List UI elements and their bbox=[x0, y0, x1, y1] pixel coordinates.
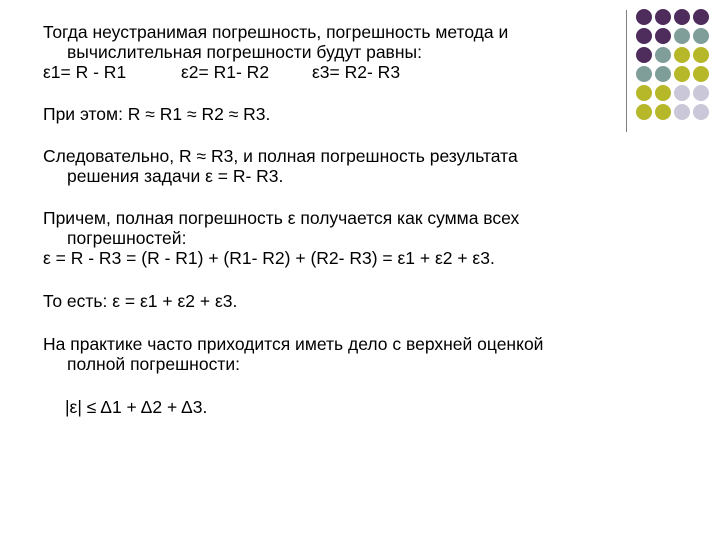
decorative-dot bbox=[693, 66, 709, 82]
approx-statement: При этом: R ≈ R1 ≈ R2 ≈ R3. bbox=[43, 104, 271, 124]
practice-line-2-wrap bbox=[43, 354, 643, 374]
consequently-line-2: решения задачи ε = R- R3. bbox=[67, 166, 284, 186]
that-is-formula: То есть: ε = ε1 + ε2 + ε3. bbox=[43, 291, 238, 311]
total-error-line-2-wrap bbox=[43, 228, 643, 248]
decorative-dot bbox=[674, 104, 690, 120]
decorative-dot bbox=[655, 9, 671, 25]
intro-line-2: вычислительная погрешности будут равны: bbox=[67, 42, 422, 62]
paragraph-approx bbox=[43, 104, 643, 124]
paragraph-practice bbox=[43, 334, 643, 354]
paragraph-intro bbox=[43, 22, 643, 42]
decorative-dot bbox=[655, 28, 671, 44]
decorative-dot bbox=[693, 9, 709, 25]
error-equations bbox=[43, 62, 643, 82]
consequently-line-2-wrap bbox=[43, 166, 643, 186]
decorative-dot bbox=[655, 85, 671, 101]
paragraph-total-error bbox=[43, 208, 643, 228]
decorative-dot bbox=[674, 28, 690, 44]
decorative-dot bbox=[655, 66, 671, 82]
decorative-dot-grid bbox=[636, 9, 718, 113]
total-error-formula: ε = R - R3 = (R - R1) + (R1- R2) + (R2- R3) = ε1 + ε2 + ε3. bbox=[43, 248, 495, 268]
decorative-dot bbox=[693, 47, 709, 63]
equation-eps2: ε2= R1- R2 bbox=[181, 62, 270, 82]
practice-line-2: полной погрешности: bbox=[67, 354, 240, 374]
paragraph-consequently bbox=[43, 146, 643, 166]
practice-line-1: На практике часто приходится иметь дело с верхней оценкой bbox=[43, 334, 544, 354]
decorative-dot bbox=[693, 28, 709, 44]
decorative-dot bbox=[693, 104, 709, 120]
upper-bound-wrap bbox=[43, 397, 643, 417]
slide-body bbox=[43, 22, 643, 417]
total-error-line-1: Причем, полная погрешность ε получается как сумма всех bbox=[43, 208, 520, 228]
intro-line-2-wrap bbox=[43, 42, 643, 62]
decorative-dot bbox=[674, 47, 690, 63]
decorative-dot bbox=[674, 66, 690, 82]
equation-eps3: ε3= R2- R3 bbox=[312, 62, 401, 82]
decorative-dot bbox=[655, 104, 671, 120]
decorative-dot bbox=[693, 85, 709, 101]
paragraph-that-is bbox=[43, 291, 643, 311]
total-error-line-2: погрешностей: bbox=[67, 228, 187, 248]
decorative-dot bbox=[674, 9, 690, 25]
total-error-formula-wrap bbox=[43, 248, 643, 268]
upper-bound-formula: |ε| ≤ Δ1 + Δ2 + Δ3. bbox=[65, 397, 208, 417]
decorative-dot bbox=[655, 47, 671, 63]
equation-eps1: ε1= R - R1 bbox=[43, 62, 127, 82]
decorative-dot bbox=[674, 85, 690, 101]
consequently-line-1: Следовательно, R ≈ R3, и полная погрешность результата bbox=[43, 146, 518, 166]
intro-line-1: Тогда неустранимая погрешность, погрешность метода и bbox=[43, 22, 509, 42]
